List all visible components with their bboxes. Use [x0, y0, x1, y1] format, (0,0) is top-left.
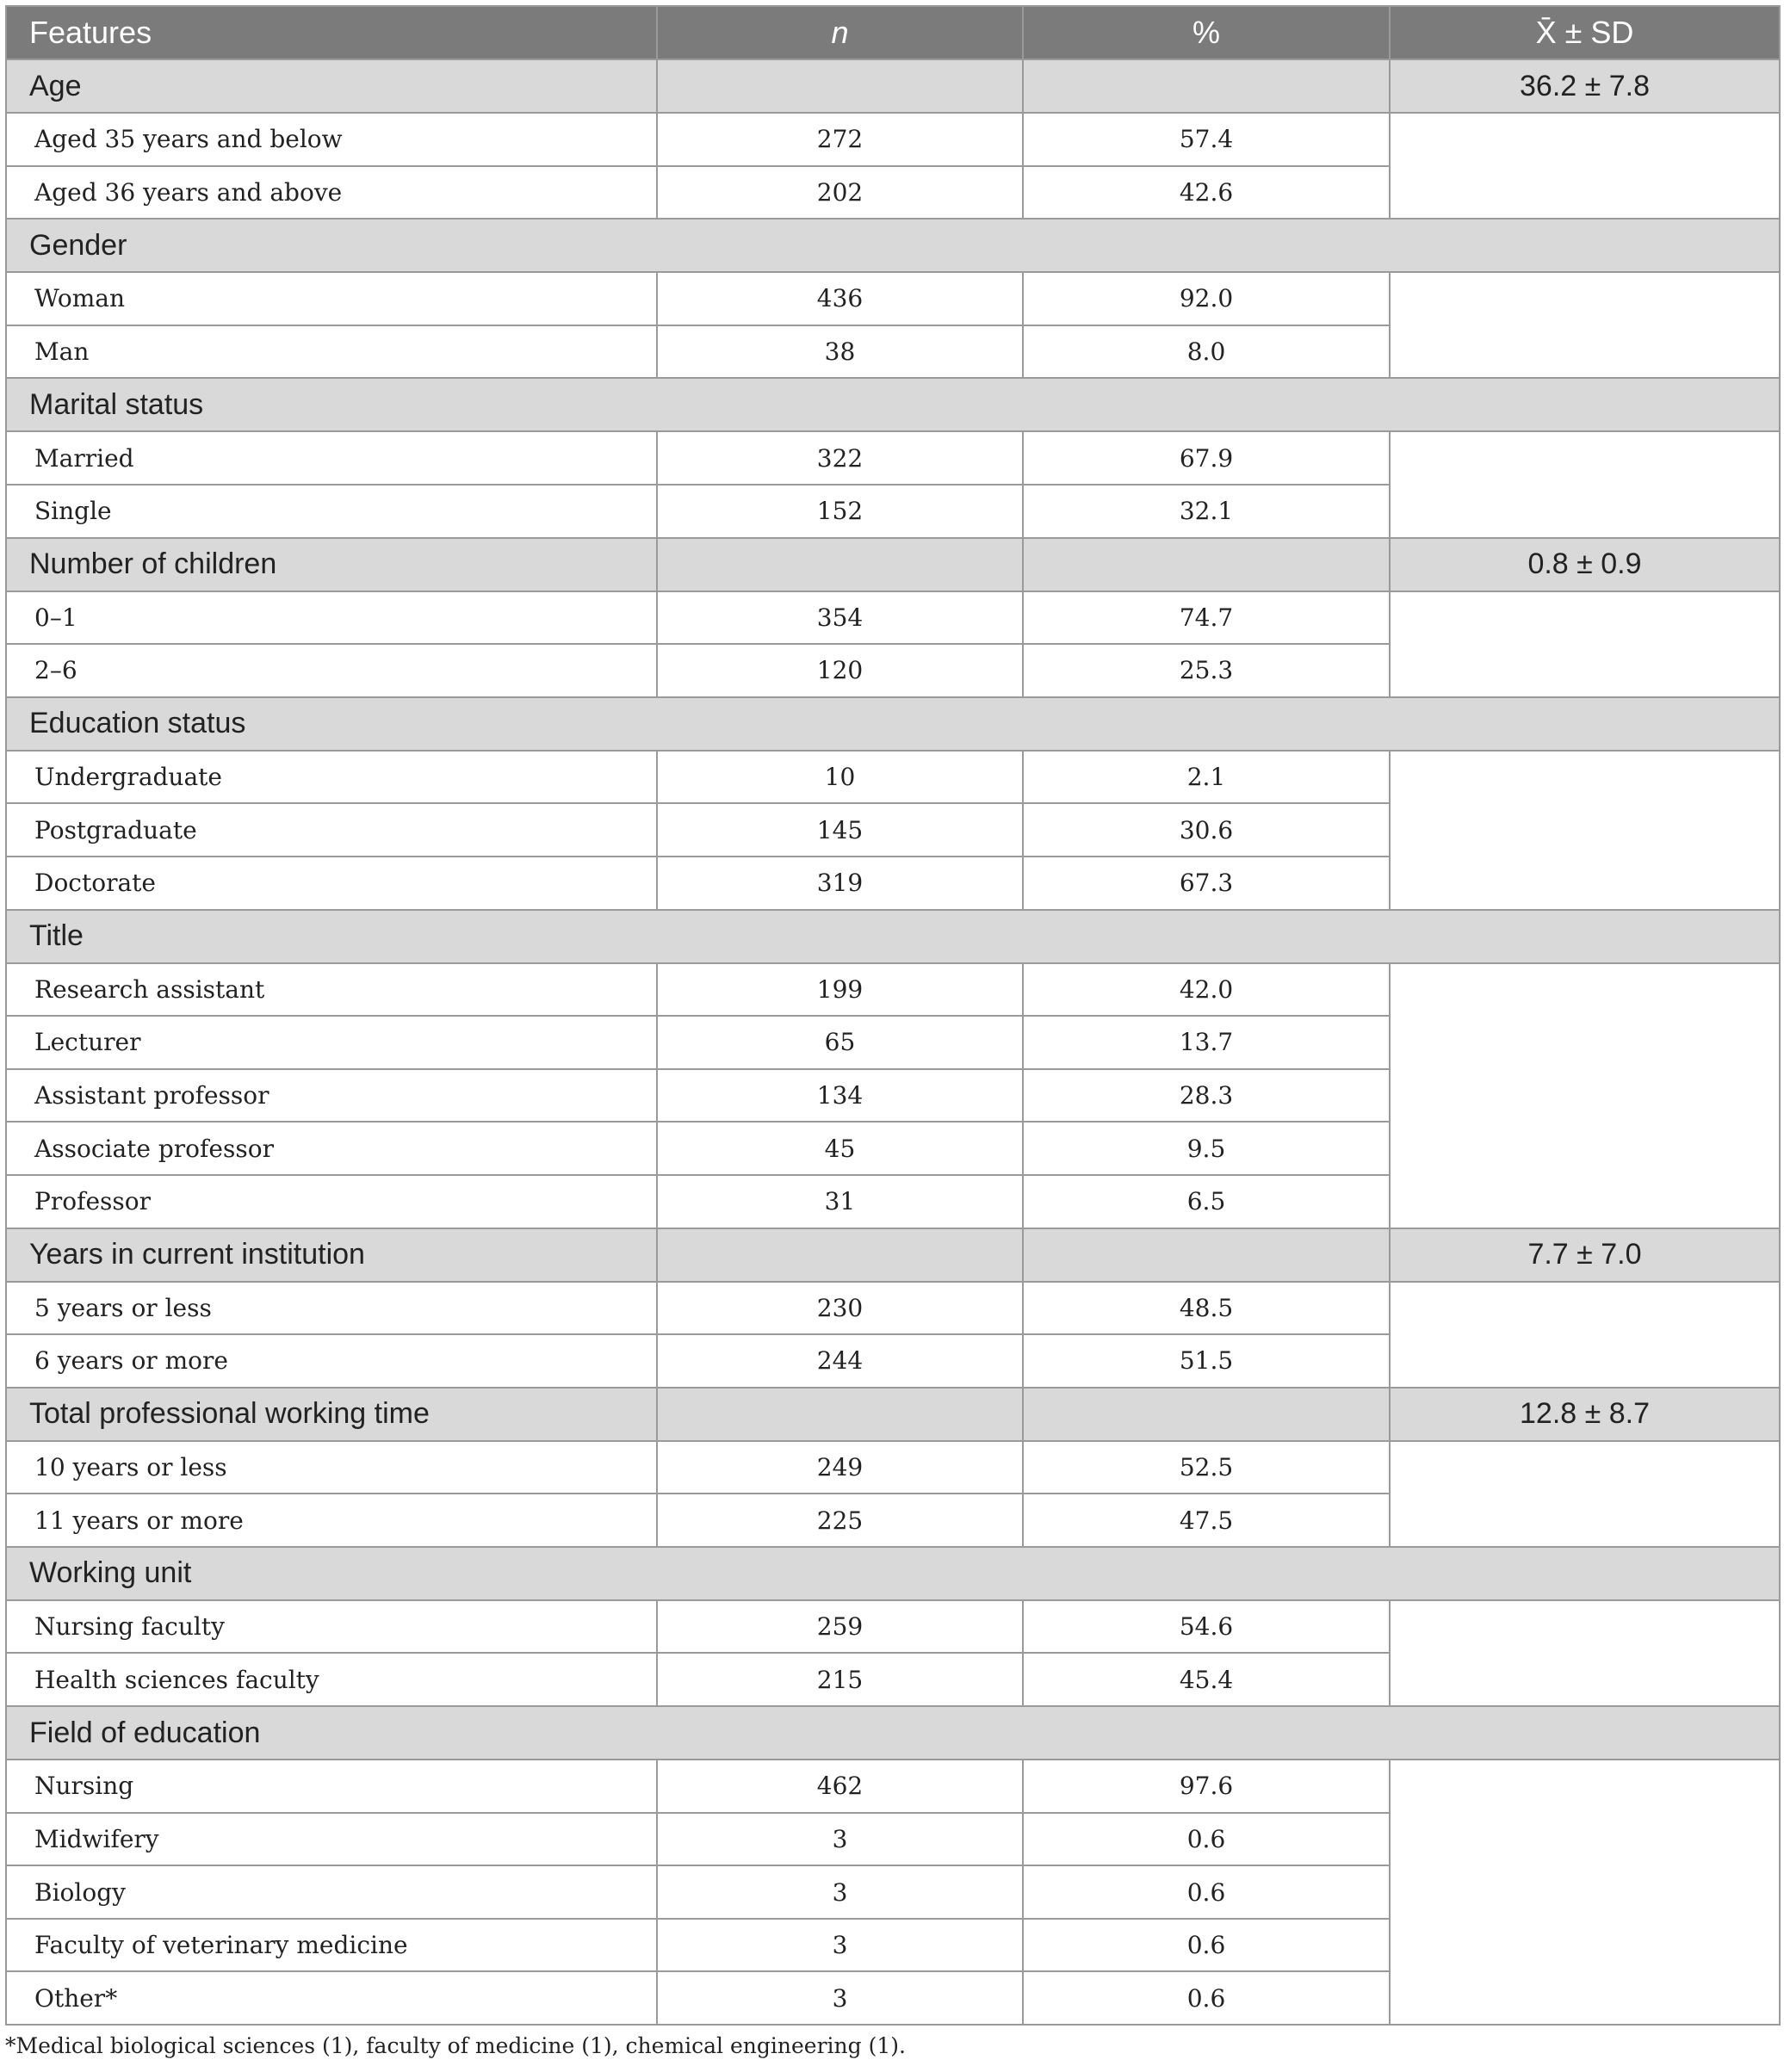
table-footnote: *Medical biological sciences (1), faculty of medicine (1), chemical engineering (1).	[5, 2033, 906, 2058]
row-n: 145	[657, 803, 1023, 857]
section-row	[6, 378, 1780, 431]
row-n: 230	[657, 1282, 1023, 1335]
table-row	[6, 431, 1780, 485]
section-title: Marital status	[6, 378, 1780, 431]
row-label: Single	[6, 485, 657, 538]
header-mean-sd: X̄ ± SD	[1390, 6, 1780, 59]
row-label: Doctorate	[6, 857, 657, 910]
header-row	[6, 6, 1780, 59]
row-label: Aged 36 years and above	[6, 166, 657, 220]
row-n: 225	[657, 1494, 1023, 1547]
row-percent: 28.3	[1023, 1069, 1390, 1123]
row-percent: 8.0	[1023, 325, 1390, 379]
row-percent: 6.5	[1023, 1175, 1390, 1228]
section-title: Field of education	[6, 1706, 1780, 1760]
row-percent: 47.5	[1023, 1494, 1390, 1547]
section-percent-cell	[1023, 538, 1390, 591]
mean-sd-blank-cell	[1390, 272, 1780, 378]
row-n: 322	[657, 431, 1023, 485]
row-label: 6 years or more	[6, 1334, 657, 1388]
row-percent: 32.1	[1023, 485, 1390, 538]
section-percent-cell	[1023, 59, 1390, 113]
section-title: Number of children	[6, 538, 657, 591]
table-row	[6, 1760, 1780, 1813]
row-label: Woman	[6, 272, 657, 325]
row-percent: 13.7	[1023, 1016, 1390, 1069]
row-percent: 30.6	[1023, 803, 1390, 857]
row-percent: 45.4	[1023, 1653, 1390, 1706]
row-label: Man	[6, 325, 657, 379]
row-n: 38	[657, 325, 1023, 379]
row-percent: 52.5	[1023, 1441, 1390, 1494]
row-percent: 48.5	[1023, 1282, 1390, 1335]
row-percent: 9.5	[1023, 1122, 1390, 1175]
row-label: Professor	[6, 1175, 657, 1228]
row-n: 45	[657, 1122, 1023, 1175]
table-row	[6, 751, 1780, 804]
row-percent: 67.3	[1023, 857, 1390, 910]
row-n: 462	[657, 1760, 1023, 1813]
row-percent: 92.0	[1023, 272, 1390, 325]
section-row	[6, 1547, 1780, 1600]
row-n: 244	[657, 1334, 1023, 1388]
row-label: 2–6	[6, 644, 657, 697]
section-n-cell	[657, 538, 1023, 591]
mean-sd-blank-cell	[1390, 1441, 1780, 1547]
row-label: Other*	[6, 1971, 657, 2025]
header-percent: %	[1023, 6, 1390, 59]
section-title: Total professional working time	[6, 1388, 657, 1441]
row-n: 65	[657, 1016, 1023, 1069]
row-n: 202	[657, 166, 1023, 220]
row-n: 120	[657, 644, 1023, 697]
section-row	[6, 697, 1780, 751]
row-percent: 0.6	[1023, 1971, 1390, 2025]
mean-sd-blank-cell	[1390, 431, 1780, 537]
row-n: 134	[657, 1069, 1023, 1123]
row-label: Undergraduate	[6, 751, 657, 804]
table-body	[6, 59, 1780, 2025]
row-n: 3	[657, 1919, 1023, 1972]
section-mean-sd: 7.7 ± 7.0	[1390, 1228, 1780, 1282]
row-n: 319	[657, 857, 1023, 910]
header-n: n	[657, 6, 1023, 59]
row-label: Lecturer	[6, 1016, 657, 1069]
row-n: 3	[657, 1971, 1023, 2025]
row-label: 10 years or less	[6, 1441, 657, 1494]
section-n-cell	[657, 1228, 1023, 1282]
section-title: Years in current institution	[6, 1228, 657, 1282]
table-row	[6, 1600, 1780, 1654]
row-percent: 67.9	[1023, 431, 1390, 485]
row-n: 10	[657, 751, 1023, 804]
row-percent: 42.0	[1023, 963, 1390, 1017]
table-row	[6, 272, 1780, 325]
row-label: Faculty of veterinary medicine	[6, 1919, 657, 1972]
row-percent: 42.6	[1023, 166, 1390, 220]
row-percent: 57.4	[1023, 113, 1390, 166]
row-percent: 74.7	[1023, 591, 1390, 645]
row-n: 354	[657, 591, 1023, 645]
row-n: 199	[657, 963, 1023, 1017]
table-row	[6, 1282, 1780, 1335]
row-label: Health sciences faculty	[6, 1653, 657, 1706]
section-title: Gender	[6, 219, 1780, 272]
demographics-table	[5, 5, 1781, 2026]
header-features: Features	[6, 6, 657, 59]
section-row	[6, 1388, 1780, 1441]
table-row	[6, 1441, 1780, 1494]
section-n-cell	[657, 59, 1023, 113]
table-row	[6, 113, 1780, 166]
section-n-cell	[657, 1388, 1023, 1441]
row-percent: 25.3	[1023, 644, 1390, 697]
section-row	[6, 1706, 1780, 1760]
row-n: 272	[657, 113, 1023, 166]
row-label: Research assistant	[6, 963, 657, 1017]
mean-sd-blank-cell	[1390, 113, 1780, 219]
section-title: Title	[6, 910, 1780, 963]
mean-sd-blank-cell	[1390, 1282, 1780, 1388]
row-n: 31	[657, 1175, 1023, 1228]
row-n: 152	[657, 485, 1023, 538]
section-row	[6, 538, 1780, 591]
section-row	[6, 219, 1780, 272]
row-label: Associate professor	[6, 1122, 657, 1175]
section-percent-cell	[1023, 1228, 1390, 1282]
row-percent: 0.6	[1023, 1813, 1390, 1866]
row-label: 5 years or less	[6, 1282, 657, 1335]
section-row	[6, 1228, 1780, 1282]
section-mean-sd: 36.2 ± 7.8	[1390, 59, 1780, 113]
row-percent: 51.5	[1023, 1334, 1390, 1388]
section-title: Education status	[6, 697, 1780, 751]
row-n: 436	[657, 272, 1023, 325]
row-percent: 0.6	[1023, 1865, 1390, 1919]
row-percent: 54.6	[1023, 1600, 1390, 1654]
mean-sd-blank-cell	[1390, 1760, 1780, 2025]
section-percent-cell	[1023, 1388, 1390, 1441]
section-mean-sd: 12.8 ± 8.7	[1390, 1388, 1780, 1441]
row-n: 249	[657, 1441, 1023, 1494]
section-row	[6, 910, 1780, 963]
row-label: Biology	[6, 1865, 657, 1919]
row-label: Aged 35 years and below	[6, 113, 657, 166]
section-row	[6, 59, 1780, 113]
row-label: 0–1	[6, 591, 657, 645]
section-mean-sd: 0.8 ± 0.9	[1390, 538, 1780, 591]
row-n: 3	[657, 1813, 1023, 1866]
row-percent: 97.6	[1023, 1760, 1390, 1813]
row-label: Nursing faculty	[6, 1600, 657, 1654]
mean-sd-blank-cell	[1390, 963, 1780, 1228]
section-title: Working unit	[6, 1547, 1780, 1600]
row-n: 259	[657, 1600, 1023, 1654]
row-n: 215	[657, 1653, 1023, 1706]
row-label: Nursing	[6, 1760, 657, 1813]
mean-sd-blank-cell	[1390, 1600, 1780, 1706]
row-n: 3	[657, 1865, 1023, 1919]
row-label: 11 years or more	[6, 1494, 657, 1547]
mean-sd-blank-cell	[1390, 751, 1780, 910]
mean-sd-blank-cell	[1390, 591, 1780, 697]
section-title: Age	[6, 59, 657, 113]
row-percent: 2.1	[1023, 751, 1390, 804]
table-row	[6, 963, 1780, 1017]
row-percent: 0.6	[1023, 1919, 1390, 1972]
row-label: Postgraduate	[6, 803, 657, 857]
row-label: Assistant professor	[6, 1069, 657, 1123]
row-label: Married	[6, 431, 657, 485]
row-label: Midwifery	[6, 1813, 657, 1866]
table-row	[6, 591, 1780, 645]
